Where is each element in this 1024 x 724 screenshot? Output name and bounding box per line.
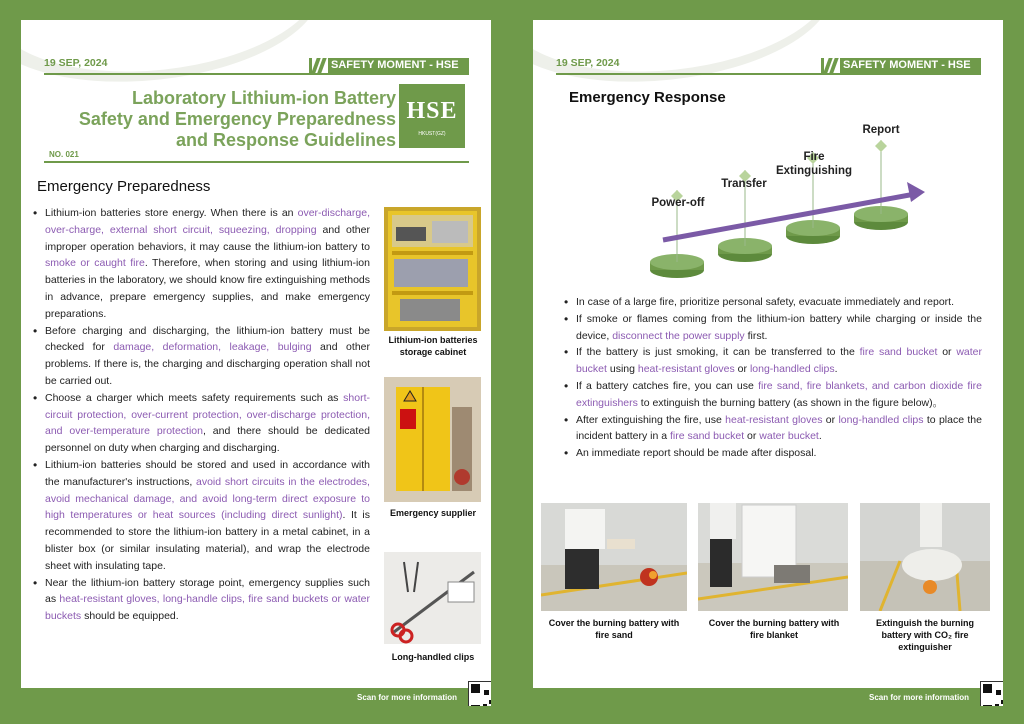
bullet-item	[563, 344, 982, 378]
body-text: to extinguish the burning battery (as shown in the figure below)。	[637, 396, 944, 409]
highlight-text: over-discharge, over-charge, external short circuit, squeezing, dropping	[45, 207, 370, 236]
photo-caption: Cover the burning battery with fire sand	[548, 618, 680, 640]
body-text: Near the lithium-ion battery storage point, emergency supplies such as	[45, 576, 370, 606]
bullet-item	[32, 575, 370, 625]
emergency-cabinet-photo	[384, 377, 481, 502]
highlight-text: fire sand bucket	[669, 430, 745, 443]
highlight-text: damage, deformation, leakage, bulging	[113, 341, 312, 354]
step-label: Transfer	[721, 178, 767, 190]
section-heading: Emergency Preparedness	[37, 178, 211, 195]
highlight-text: heat-resistant gloves	[637, 363, 735, 376]
date: 19 SEP, 2024	[556, 57, 620, 69]
step-label: Report	[862, 124, 900, 136]
body-text: Lithium-ion batteries should be stored and used in accordance with the manufacturer's instructions,	[45, 458, 370, 488]
highlight-text: smoke or caught fire	[45, 257, 145, 270]
body-text: . Therefore, when storing and using lithium-ion batteries in the laboratory, we should know fire extinguishing methods in advance, prepare emergency supplies, and make emergency preparations.	[45, 257, 370, 320]
bullet-item	[563, 311, 982, 345]
bullet-item	[32, 205, 370, 323]
body-text: In case of a large fire, prioritize personal safety, evacuate immediately and report.	[576, 296, 954, 308]
bullet-item	[32, 390, 370, 457]
photo-caption: Lithium-ion batteries storage cabinet	[388, 335, 478, 357]
photo-caption: Cover the burning battery with fire blanket	[708, 618, 840, 640]
photo-caption: Emergency supplier	[389, 508, 477, 518]
response-steps-diagram	[623, 120, 933, 300]
bullet-item	[563, 378, 982, 412]
qr-code[interactable]	[468, 681, 491, 706]
bullet-item	[563, 294, 982, 311]
preparedness-list	[32, 205, 370, 625]
body-text: and other improper operation behaviors, it may cause the lithium-ion battery to	[45, 223, 370, 253]
highlight-text: water bucket	[759, 430, 819, 443]
body-text: first.	[744, 329, 768, 342]
body-text: . It is recommended to store the lithium-ion battery in a metal cabinet, in a blister box (or similar insulating material), and wrap the electrode sheet with insulating tape.	[45, 509, 370, 572]
fire-blanket-photo	[698, 503, 848, 611]
highlight-text: fire sand, fire blankets, and carbon dioxide fire extinguishers	[576, 379, 983, 409]
scan-label: Scan for more information	[357, 693, 458, 702]
highlight-text: heat-resistant gloves, long-handle clips, fire sand buckets or water buckets	[45, 593, 370, 623]
body-text: .	[818, 430, 822, 443]
photo-caption: Long-handled clips	[391, 652, 475, 662]
body-text: An immediate report should be made after disposal.	[576, 447, 817, 460]
body-text: should be equipped.	[81, 610, 179, 623]
co2-extinguisher-photo	[860, 503, 990, 611]
qr-code[interactable]	[980, 681, 1003, 706]
bullet-item	[32, 323, 370, 390]
step-label: Fire Extinguishing	[775, 151, 853, 177]
hse-logo: HSE HKUST(GZ)	[399, 84, 465, 148]
bullet-item	[563, 445, 982, 462]
highlight-text: heat-resistant gloves	[725, 413, 823, 426]
photo-caption: Extinguish the burning battery with CO₂ fire extinguisher	[876, 618, 974, 652]
body-text: or	[744, 430, 760, 443]
divider	[44, 161, 469, 163]
section-banner: SAFETY MOMENT - HSE	[821, 58, 981, 73]
bullet-item	[563, 412, 982, 446]
highlight-text: long-handled clips	[838, 413, 924, 426]
body-text: or	[822, 413, 839, 426]
response-list	[563, 294, 982, 462]
section-banner: SAFETY MOMENT - HSE	[309, 58, 469, 73]
highlight-text: disconnect the power supply	[612, 329, 745, 342]
bullet-item	[32, 457, 370, 575]
body-text: and other problems. If there is, the charging and discharging operation shall not be carried out.	[45, 341, 370, 387]
highlight-text: water bucket	[576, 346, 982, 376]
body-text: to place the incident battery in a	[576, 413, 982, 443]
body-text: using	[606, 363, 638, 376]
divider	[44, 73, 469, 75]
body-text: Before charging and discharging, the lithium-ion battery must be checked for	[45, 324, 370, 354]
left-page	[21, 20, 491, 706]
long-handled-clips-photo	[384, 552, 481, 644]
scan-label: Scan for more information	[869, 693, 970, 702]
highlight-text: short-circuit protection, over-current protection, over-discharge protection, and over-temperature protection	[45, 391, 370, 438]
body-text: or	[937, 346, 957, 359]
date: 19 SEP, 2024	[44, 57, 108, 69]
highlight-text: fire sand bucket	[859, 346, 938, 359]
issue-number: NO. 021	[49, 150, 79, 159]
body-text: After extinguishing the fire, use	[576, 413, 726, 426]
divider	[556, 73, 981, 75]
body-text: .	[834, 363, 838, 376]
body-text: Choose a charger which meets safety requirements such as	[45, 391, 344, 404]
body-text: If the battery is just smoking, it can be transferred to the	[576, 346, 860, 359]
storage-cabinet-photo	[384, 207, 481, 331]
body-text: Lithium-ion batteries store energy. When there is an	[45, 207, 298, 219]
body-text: or	[734, 363, 750, 376]
highlight-text: long-handled clips	[749, 363, 835, 376]
section-heading: Emergency Response	[569, 89, 726, 106]
right-page	[533, 20, 1003, 706]
fire-sand-photo	[541, 503, 687, 611]
body-text: If a battery catches fire, you can use	[576, 379, 759, 392]
step-label: Power-off	[651, 197, 705, 209]
page-title: Laboratory Lithium-ion Battery Safety and Emergency Preparedness and Response Guidelines	[78, 88, 396, 150]
body-text: If smoke or flames coming from the lithium-ion battery while charging or inside the device,	[576, 312, 982, 342]
body-text: , and there should be dedicated personnel on duty when charging and discharging.	[45, 425, 370, 455]
highlight-text: avoid short circuits in the electrodes, avoid mechanical damage, and avoid long-term direct exposure to high temperatures or heat sources (including direct sunlight)	[45, 475, 370, 522]
